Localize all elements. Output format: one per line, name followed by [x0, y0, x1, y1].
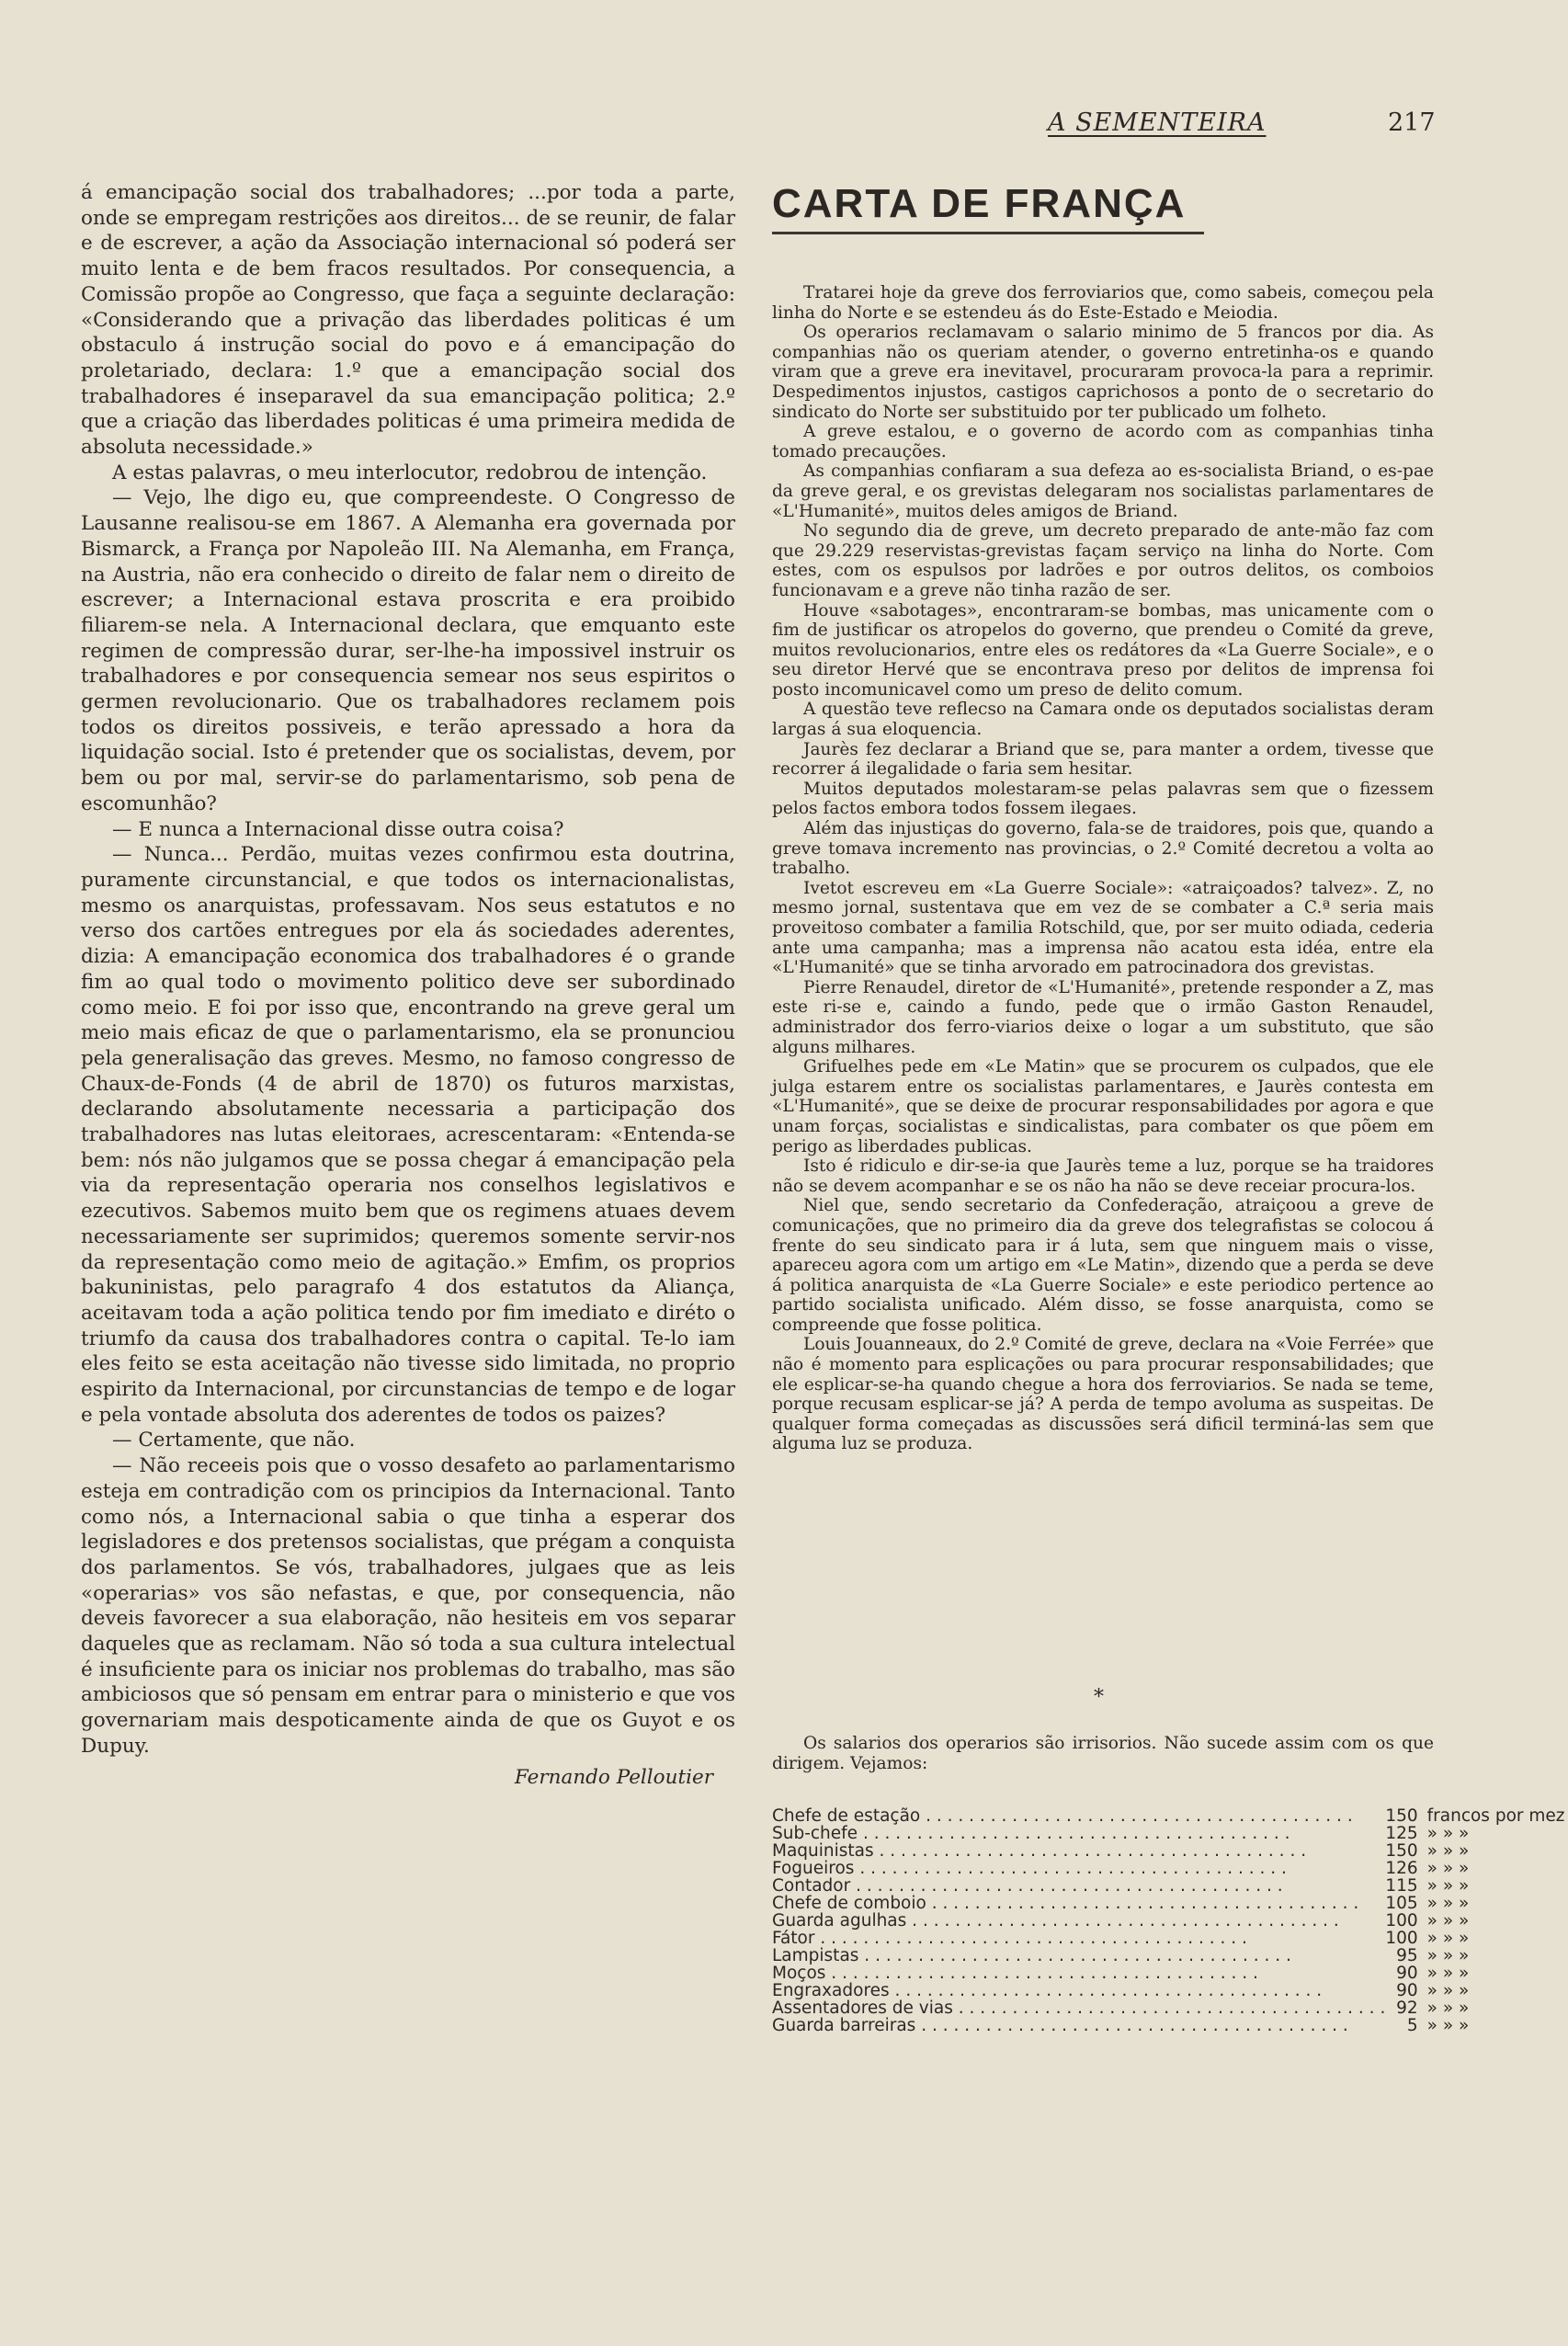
salary-unit: » » » [1426, 1929, 1470, 1948]
letter-paragraph: Muitos deputados molestaram-se pelas palavras sem que o fizessem pelos factos embora todos fossem ilegaes. [772, 779, 1434, 819]
salary-unit: » » » [1426, 1859, 1470, 1878]
section-title: CARTA DE FRANÇA [772, 181, 1187, 226]
salary-role: Sub-chefe . . . . . . . . . . . . . . . . . . . . . . . . . . . . . . . . . . . . . . . . [772, 1825, 1290, 1842]
letter-paragraph: A questão teve reflecso na Camara onde os deputados socialistas deram largas á sua eloquencia. [772, 700, 1434, 740]
table-row [772, 1964, 1565, 1982]
author-signature: Fernando Pelloutier [514, 1765, 713, 1789]
letter-paragraph: As companhias confiaram a sua defeza ao es-socialista Briand, o es-pae da greve geral, e os grevistas delegaram nos socialistas parlamentares de «L'Humanité», muitos deles amigos de Briand. [772, 461, 1434, 521]
dot-leader: . . . . . . . . . . . . . . . . . . . . . . . . . . . . . . . . . . . . . . . . [858, 1947, 1291, 1964]
left-paragraph: — E nunca a Internacional disse outra coisa? [112, 817, 564, 841]
salary-amount: 5 [1406, 2016, 1418, 2035]
table-row [772, 1999, 1565, 2017]
table-row [772, 1877, 1565, 1895]
dot-leader: . . . . . . . . . . . . . . . . . . . . . . . . . . . . . . . . . . . . . . . . [850, 1877, 1283, 1895]
table-row [772, 1807, 1565, 1825]
salary-table [772, 1807, 1565, 2034]
salary-amount: 100 [1385, 1911, 1418, 1930]
dot-leader: . . . . . . . . . . . . . . . . . . . . . . . . . . . . . . . . . . . . . . . . [825, 1964, 1258, 1982]
salary-unit: » » » [1426, 1946, 1470, 1965]
salary-role: Lampistas . . . . . . . . . . . . . . . . . . . . . . . . . . . . . . . . . . . . . . . . [772, 1947, 1291, 1964]
salary-unit: » » » [1426, 1911, 1470, 1930]
salary-role: Moços . . . . . . . . . . . . . . . . . . . . . . . . . . . . . . . . . . . . . . . . [772, 1964, 1258, 1982]
salary-unit: francos por mez [1426, 1806, 1565, 1826]
salary-unit: » » » [1426, 1999, 1470, 2018]
salary-role: Maquinistas . . . . . . . . . . . . . . . . . . . . . . . . . . . . . . . . . . . . . . . . [772, 1842, 1307, 1860]
letter-paragraph: Grifuelhes pede em «Le Matin» que se procurem os culpados, que ele julga estarem entre os socialistas parlamentares, e Jaurès contesta em «L'Humanité», que se deixe de procurar responsabilidades por agora e que unam forças, socialistas e sindicalistas, para combater os que põem em perigo as liberdades publicas. [772, 1057, 1434, 1156]
salary-role: Engraxadores . . . . . . . . . . . . . . . . . . . . . . . . . . . . . . . . . . . . . . . . [772, 1982, 1323, 1999]
salary-unit: » » » [1426, 1964, 1470, 1983]
page-number: 217 [1388, 108, 1436, 137]
title-underline [772, 232, 1204, 234]
letter-paragraph: Louis Jouanneaux, do 2.º Comité de greve, declara na «Voie Ferrée» que não é momento para esplicações ou para procurar responsabilidades; que ele esplicar-se-ha quando chegue a hora dos ferroviarios. Se nada se teme, porque recusam esplicar-se já? A perda de tempo avoluma as suspeitas. De qualquer forma começadas as discussões será dificil terminá-las sem que alguma luz se produza. [772, 1335, 1434, 1454]
dot-leader: . . . . . . . . . . . . . . . . . . . . . . . . . . . . . . . . . . . . . . . . [906, 1912, 1339, 1930]
right-column [772, 180, 1565, 2035]
letter-paragraph: Niel que, sendo secretario da Confederação, atraiçoou a greve de comunicações, que no primeiro dia da greve dos telegrafistas se colocou á frente do seu sindicato para ir á luta, sem que ninguem mais o visse, apareceu agora com um artigo em «Le Matin», dizendo que a perda se deve á politica anarquista de «La Guerre Sociale» e este periodico pertence ao partido socialista unificado. Além disso, se fosse anarquista, como se compreende que fosse politica. [772, 1196, 1434, 1335]
table-row [772, 1860, 1565, 1877]
dot-leader: . . . . . . . . . . . . . . . . . . . . . . . . . . . . . . . . . . . . . . . . [858, 1825, 1290, 1842]
left-column [81, 180, 735, 1790]
salary-unit: » » » [1426, 1841, 1470, 1861]
letter-paragraph: Pierre Renaudel, diretor de «L'Humanité», pretende responder a Z, mas este ri-se e, caindo a fundo, pede que o irmão Gaston Renaudel, administrador dos ferro-viarios deixe o logar a um substituto, que são alguns milhares. [772, 977, 1434, 1057]
letter-paragraph: Jaurès fez declarar a Briand que se, para manter a ordem, tivesse que recorrer á ilegalidade o faria sem hesitar. [772, 739, 1434, 780]
running-header-title: A SEMENTEIRA [1048, 108, 1267, 137]
letter-paragraph: Houve «sabotages», encontraram-se bombas, mas unicamente com o fim de justificar os atropelos do governo, que prendeu o Comité da greve, muitos revolucionarios, entre eles os redátores da «La Guerre Sociale», e o seu diretor Hervé que se encontrava preso por delitos de imprensa foi posto incomunicavel como um preso de delito comum. [772, 600, 1434, 700]
table-row [772, 1842, 1565, 1860]
left-paragraph: A estas palavras, o meu interlocutor, redobrou de intenção. [112, 461, 708, 484]
table-row [772, 1982, 1565, 1999]
dot-leader: . . . . . . . . . . . . . . . . . . . . . . . . . . . . . . . . . . . . . . . . [889, 1982, 1323, 1999]
salary-amount: 95 [1396, 1946, 1418, 1965]
letter-paragraph: Além das injustiças do governo, fala-se de traidores, pois que, quando a greve tomava incremento nas provincias, o 2.º Comité decretou a volta ao trabalho. [772, 819, 1434, 879]
dot-leader: . . . . . . . . . . . . . . . . . . . . . . . . . . . . . . . . . . . . . . . . [952, 1999, 1386, 2017]
salary-intro: Os salarios dos operarios são irrisorios. Não sucede assim com os que dirigem. Vejamos: [772, 1734, 1434, 1773]
table-row [772, 2017, 1565, 2034]
dot-leader: . . . . . . . . . . . . . . . . . . . . . . . . . . . . . . . . . . . . . . . . [854, 1860, 1287, 1877]
salary-amount: 125 [1385, 1824, 1418, 1843]
table-row [772, 1930, 1565, 1947]
salary-amount: 92 [1396, 1999, 1418, 2018]
salary-role: Assentadores de vias . . . . . . . . . . . . . . . . . . . . . . . . . . . . . . . . . . . . . . . . [772, 1999, 1386, 2017]
table-row [772, 1895, 1565, 1912]
salary-role: Chefe de comboio . . . . . . . . . . . . . . . . . . . . . . . . . . . . . . . . . . . . . . . . [772, 1895, 1359, 1912]
salary-amount: 150 [1385, 1806, 1418, 1826]
dot-leader: . . . . . . . . . . . . . . . . . . . . . . . . . . . . . . . . . . . . . . . . [920, 1807, 1353, 1825]
left-paragraph: — Nunca... Perdão, muitas vezes confirmou esta doutrina, puramente circunstancial, e que todos os internacionalistas, mesmo os anarquistas, professavam. Nos seus estatutos e no verso dos cartões entregues por ela ás sociedades aderentes, dizia: A emancipação economica dos trabalhadores é o grande fim ao qual todo o movimento politico deve ser subordinado como meio. E foi por isso que, encontrando na greve geral um meio mais eficaz de que o parlamentarismo, ela se pronunciou pela generalisação das greves. Mesmo, no famoso congresso de Chaux-de-Fonds (4 de abril de 1870) os futuros marxistas, declarando absolutamente necessaria a participação dos trabalhadores nas lutas eleitoraes, acrescentaram: «Entenda-se bem: nós não julgamos que se possa chegar á emancipação pela via da representação operaria nos conselhos legislativos e ezecutivos. Sabemos muito bem que os regimens atuaes devem necessariamente ser suprimidos; queremos somente servir-nos da representação como meio de agitação.» Emfim, os proprios bakuninistas, pelo paragrafo 4 dos estatutos da Aliança, aceitavam toda a ação politica tendo por fim imediato e diréto o triumfo da causa dos trabalhadores contra o capital. Te-lo iam eles feito se esta aceitação não tivesse sido limitada, no proprio espirito da Internacional, por circunstancias de tempo e de logar e pela vontade absoluta dos aderentes de todos os paizes? [81, 843, 735, 1427]
letter-paragraph: Isto é ridiculo e dir-se-ia que Jaurès teme a luz, porque se ha traidores não se devem acompanhar e se os não ha não se deve receiar procura-los. [772, 1156, 1434, 1196]
table-row [772, 1825, 1565, 1842]
left-paragraph: — Não receeis pois que o vosso desafeto ao parlamentarismo esteja em contradição com os principios da Internacional. Tanto como nós, a Internacional sabia o que tinha a esperar dos legisladores e dos pretensos socialistas, que prégam a conquista dos parlamentos. Se vós, trabalhadores, julgaes que as leis «operarias» vos são nefastas, e que, por consequencia, não deveis favorecer a sua elaboração, não hesiteis em vos separar daqueles que as reclamam. Não só toda a sua cultura intelectual é insuficiente para os iniciar nos problemas do trabalho, mas são ambiciosos que só pensam em entrar para o ministerio e que vos governariam mais despoticamente ainda de que os Guyot e os Dupuy. [81, 1454, 735, 1758]
salary-amount: 105 [1385, 1894, 1418, 1913]
table-row [772, 1912, 1565, 1930]
salary-amount: 100 [1385, 1929, 1418, 1948]
salary-unit: » » » [1426, 1981, 1470, 2000]
table-row [772, 1947, 1565, 1964]
letter-paragraph: Os operarios reclamavam o salario minimo de 5 francos por dia. As companhias não os queriam atender, o governo entretinha-os e quando viram que a greve era inevitavel, procuraram provoca-la para a reprimir. Despedimentos injustos, castigos caprichosos a ponto de o secretario do sindicato do Norte ser substituido por ter publicado um folheto. [772, 323, 1434, 422]
salary-unit: » » » [1426, 1824, 1470, 1843]
left-paragraph: — Certamente, que não. [112, 1429, 356, 1452]
dot-leader: . . . . . . . . . . . . . . . . . . . . . . . . . . . . . . . . . . . . . . . . [915, 2017, 1348, 2034]
salary-role: Fátor . . . . . . . . . . . . . . . . . . . . . . . . . . . . . . . . . . . . . . . . [772, 1930, 1247, 1947]
salary-amount: 90 [1396, 1964, 1418, 1983]
salary-role: Chefe de estação . . . . . . . . . . . . . . . . . . . . . . . . . . . . . . . . . . . . . . . . [772, 1807, 1353, 1825]
salary-role: Guarda agulhas . . . . . . . . . . . . . . . . . . . . . . . . . . . . . . . . . . . . . . . . [772, 1912, 1339, 1930]
letter-paragraph: A greve estalou, e o governo de acordo com as companhias tinha tomado precauções. [772, 422, 1434, 461]
salary-unit: » » » [1426, 1876, 1470, 1896]
letter-body [772, 283, 1434, 1454]
salary-amount: 115 [1385, 1876, 1418, 1896]
dot-leader: . . . . . . . . . . . . . . . . . . . . . . . . . . . . . . . . . . . . . . . . [926, 1895, 1359, 1912]
salary-amount: 126 [1385, 1859, 1418, 1878]
letter-paragraph: No segundo dia de greve, um decreto preparado de ante-mão faz com que 29.229 reservistas-grevistas façam serviço na linha do Norte. Com estes, com os espulsos por ladrões e por outros delitos, os comboios funcionavam e a greve não tinha razão de ser. [772, 521, 1434, 600]
salary-role: Guarda barreiras . . . . . . . . . . . . . . . . . . . . . . . . . . . . . . . . . . . . . . . . [772, 2017, 1348, 2034]
salary-amount: 90 [1396, 1981, 1418, 2000]
letter-paragraph: Tratarei hoje da greve dos ferroviarios que, como sabeis, começou pela linha do Norte e se estendeu ás do Este-Estado e Meiodia. [772, 283, 1434, 323]
left-paragraph: á emancipação social dos trabalhadores; ...por toda a parte, onde se empregam restrições aos direitos... de se reunir, de falar e de escrever, a ação da Associação internacional só poderá ser muito lenta e de bem fracos resultados. Por consequencia, a Comissão propõe ao Congresso, que faça a seguinte declaração: «Considerando que a privação das liberdades politicas é um obstaculo á instrução social do povo e á emancipação do proletariado, declara: 1.º que a emancipação social dos trabalhadores é inseparavel da sua emancipação politica; 2.º que a criação das liberdades politicas é uma primeira medida de absoluta necessidade.» [81, 181, 735, 460]
letter-paragraph: Ivetot escreveu em «La Guerre Sociale»: «atraiçoados? talvez». Z, no mesmo jornal, sustentava que em vez de se combater a C.ª seria mais proveitoso combater a familia Rotschild, que, por ser muito odiada, cederia ante uma campanha; mas a imprensa não acatou esta idéa, entre ela «L'Humanité» que se tinha arvorado em patrocinadora dos grevistas. [772, 878, 1434, 978]
dot-leader: . . . . . . . . . . . . . . . . . . . . . . . . . . . . . . . . . . . . . . . . [873, 1842, 1307, 1860]
salary-amount: 150 [1385, 1841, 1418, 1861]
section-separator: * [1094, 1686, 1104, 1709]
salary-role: Contador . . . . . . . . . . . . . . . . . . . . . . . . . . . . . . . . . . . . . . . . [772, 1877, 1283, 1895]
salary-unit: » » » [1426, 1894, 1470, 1913]
salary-unit: » » » [1426, 2016, 1470, 2035]
salary-role: Fogueiros . . . . . . . . . . . . . . . . . . . . . . . . . . . . . . . . . . . . . . . . [772, 1860, 1287, 1877]
left-paragraph: — Vejo, lhe digo eu, que compreendeste. O Congresso de Lausanne realisou-se em 1867. A Alemanha era governada por Bismarck, a França por Napoleão III. Na Alemanha, em França, na Austria, não era conhecido o direito de falar nem o direito de escrever; a Internacional estava proscrita e era proibido filiarem-se nela. A Internacional declara, que emquanto este regimen de compressão durar, ser-lhe-ha impossivel instruir os trabalhadores e por consequencia semear nos seus espiritos o germen revolucionario. Que os trabalhadores reclamem pois todos os direitos possiveis, e terão apressado a hora da liquidação social. Isto é pretender que os socialistas, devem, por bem ou por mal, servir-se do parlamentarismo, sob pena de escomunhão? [81, 486, 735, 815]
dot-leader: . . . . . . . . . . . . . . . . . . . . . . . . . . . . . . . . . . . . . . . . [814, 1930, 1247, 1947]
